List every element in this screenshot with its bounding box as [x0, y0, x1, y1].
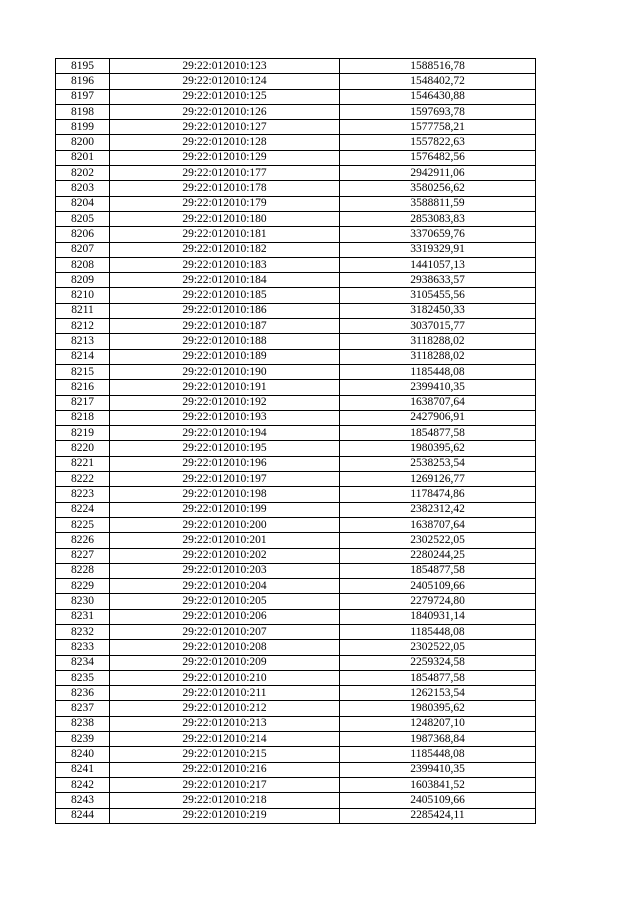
value-cell: 3580256,62 — [340, 181, 536, 196]
row-number-cell: 8231 — [56, 609, 110, 624]
value-cell: 1185448,08 — [340, 364, 536, 379]
value-cell: 1603841,52 — [340, 777, 536, 792]
cadastral-number-cell: 29:22:012010:181 — [110, 227, 340, 242]
table-row — [56, 747, 536, 762]
table-row — [56, 762, 536, 777]
value-cell: 1854877,58 — [340, 426, 536, 441]
value-cell: 3588811,59 — [340, 196, 536, 211]
row-number-cell: 8195 — [56, 59, 110, 74]
table-row — [56, 410, 536, 425]
table-row — [56, 257, 536, 272]
row-number-cell: 8213 — [56, 334, 110, 349]
value-cell: 2285424,11 — [340, 808, 536, 823]
value-cell: 1185448,08 — [340, 747, 536, 762]
row-number-cell: 8238 — [56, 716, 110, 731]
table-row — [56, 701, 536, 716]
cadastral-number-cell: 29:22:012010:203 — [110, 563, 340, 578]
cadastral-number-cell: 29:22:012010:205 — [110, 594, 340, 609]
row-number-cell: 8211 — [56, 303, 110, 318]
row-number-cell: 8201 — [56, 150, 110, 165]
value-cell: 2942911,06 — [340, 166, 536, 181]
table-row — [56, 441, 536, 456]
row-number-cell: 8219 — [56, 426, 110, 441]
value-cell: 3118288,02 — [340, 349, 536, 364]
cadastral-number-cell: 29:22:012010:213 — [110, 716, 340, 731]
row-number-cell: 8243 — [56, 793, 110, 808]
row-number-cell: 8200 — [56, 135, 110, 150]
value-cell: 1576482,56 — [340, 150, 536, 165]
row-number-cell: 8220 — [56, 441, 110, 456]
table-row — [56, 181, 536, 196]
cadastral-number-cell: 29:22:012010:189 — [110, 349, 340, 364]
cadastral-number-cell: 29:22:012010:185 — [110, 288, 340, 303]
table-row — [56, 319, 536, 334]
row-number-cell: 8224 — [56, 502, 110, 517]
value-cell: 2538253,54 — [340, 456, 536, 471]
table-row — [56, 196, 536, 211]
value-cell: 1248207,10 — [340, 716, 536, 731]
row-number-cell: 8229 — [56, 579, 110, 594]
table-row — [56, 732, 536, 747]
cadastral-number-cell: 29:22:012010:184 — [110, 273, 340, 288]
value-cell: 1980395,62 — [340, 701, 536, 716]
row-number-cell: 8216 — [56, 380, 110, 395]
table-row — [56, 793, 536, 808]
table-row — [56, 364, 536, 379]
value-cell: 1854877,58 — [340, 670, 536, 685]
value-cell: 1546430,88 — [340, 89, 536, 104]
value-cell: 1441057,13 — [340, 257, 536, 272]
cadastral-number-cell: 29:22:012010:219 — [110, 808, 340, 823]
value-cell: 2405109,66 — [340, 793, 536, 808]
row-number-cell: 8235 — [56, 670, 110, 685]
value-cell: 3037015,77 — [340, 319, 536, 334]
table-row — [56, 594, 536, 609]
cadastral-number-cell: 29:22:012010:125 — [110, 89, 340, 104]
value-cell: 3370659,76 — [340, 227, 536, 242]
row-number-cell: 8240 — [56, 747, 110, 762]
cadastral-number-cell: 29:22:012010:208 — [110, 640, 340, 655]
value-cell: 2302522,05 — [340, 533, 536, 548]
cadastral-number-cell: 29:22:012010:211 — [110, 686, 340, 701]
row-number-cell: 8239 — [56, 732, 110, 747]
value-cell: 1178474,86 — [340, 487, 536, 502]
row-number-cell: 8215 — [56, 364, 110, 379]
cadastral-number-cell: 29:22:012010:209 — [110, 655, 340, 670]
row-number-cell: 8204 — [56, 196, 110, 211]
table-row — [56, 579, 536, 594]
table-row — [56, 533, 536, 548]
cadastral-value-table — [55, 58, 536, 824]
value-cell: 1854877,58 — [340, 563, 536, 578]
cadastral-number-cell: 29:22:012010:191 — [110, 380, 340, 395]
row-number-cell: 8196 — [56, 74, 110, 89]
value-cell: 1548402,72 — [340, 74, 536, 89]
row-number-cell: 8217 — [56, 395, 110, 410]
table-row — [56, 426, 536, 441]
cadastral-number-cell: 29:22:012010:190 — [110, 364, 340, 379]
row-number-cell: 8221 — [56, 456, 110, 471]
table-row — [56, 89, 536, 104]
cadastral-number-cell: 29:22:012010:198 — [110, 487, 340, 502]
value-cell: 3105455,56 — [340, 288, 536, 303]
value-cell: 3182450,33 — [340, 303, 536, 318]
cadastral-number-cell: 29:22:012010:127 — [110, 120, 340, 135]
cadastral-number-cell: 29:22:012010:123 — [110, 59, 340, 74]
cadastral-number-cell: 29:22:012010:202 — [110, 548, 340, 563]
cadastral-number-cell: 29:22:012010:186 — [110, 303, 340, 318]
table-row — [56, 349, 536, 364]
value-cell: 1980395,62 — [340, 441, 536, 456]
value-cell: 2938633,57 — [340, 273, 536, 288]
row-number-cell: 8218 — [56, 410, 110, 425]
table-row — [56, 472, 536, 487]
row-number-cell: 8222 — [56, 472, 110, 487]
value-cell: 1840931,14 — [340, 609, 536, 624]
row-number-cell: 8237 — [56, 701, 110, 716]
table-row — [56, 640, 536, 655]
value-cell: 2427906,91 — [340, 410, 536, 425]
table-row — [56, 624, 536, 639]
cadastral-number-cell: 29:22:012010:201 — [110, 533, 340, 548]
table-row — [56, 502, 536, 517]
table-row — [56, 395, 536, 410]
value-cell: 1638707,64 — [340, 517, 536, 532]
table-row — [56, 686, 536, 701]
table-body — [56, 59, 536, 824]
value-cell: 2279724,80 — [340, 594, 536, 609]
cadastral-number-cell: 29:22:012010:180 — [110, 211, 340, 226]
table-row — [56, 135, 536, 150]
row-number-cell: 8232 — [56, 624, 110, 639]
table-row — [56, 380, 536, 395]
cadastral-number-cell: 29:22:012010:124 — [110, 74, 340, 89]
table-row — [56, 517, 536, 532]
row-number-cell: 8207 — [56, 242, 110, 257]
cadastral-number-cell: 29:22:012010:193 — [110, 410, 340, 425]
table-row — [56, 273, 536, 288]
row-number-cell: 8205 — [56, 211, 110, 226]
value-cell: 3319329,91 — [340, 242, 536, 257]
table-row — [56, 288, 536, 303]
row-number-cell: 8210 — [56, 288, 110, 303]
table-row — [56, 548, 536, 563]
cadastral-number-cell: 29:22:012010:128 — [110, 135, 340, 150]
value-cell: 2259324,58 — [340, 655, 536, 670]
table-row — [56, 777, 536, 792]
value-cell: 2382312,42 — [340, 502, 536, 517]
row-number-cell: 8228 — [56, 563, 110, 578]
value-cell: 1597693,78 — [340, 104, 536, 119]
row-number-cell: 8214 — [56, 349, 110, 364]
value-cell: 1588516,78 — [340, 59, 536, 74]
cadastral-number-cell: 29:22:012010:129 — [110, 150, 340, 165]
cadastral-number-cell: 29:22:012010:192 — [110, 395, 340, 410]
table-row — [56, 166, 536, 181]
cadastral-number-cell: 29:22:012010:178 — [110, 181, 340, 196]
row-number-cell: 8209 — [56, 273, 110, 288]
table-row — [56, 655, 536, 670]
row-number-cell: 8206 — [56, 227, 110, 242]
table-row — [56, 456, 536, 471]
row-number-cell: 8236 — [56, 686, 110, 701]
cadastral-number-cell: 29:22:012010:200 — [110, 517, 340, 532]
row-number-cell: 8226 — [56, 533, 110, 548]
table-row — [56, 563, 536, 578]
value-cell: 1557822,63 — [340, 135, 536, 150]
row-number-cell: 8202 — [56, 166, 110, 181]
row-number-cell: 8203 — [56, 181, 110, 196]
row-number-cell: 8198 — [56, 104, 110, 119]
row-number-cell: 8199 — [56, 120, 110, 135]
value-cell: 1185448,08 — [340, 624, 536, 639]
cadastral-number-cell: 29:22:012010:183 — [110, 257, 340, 272]
table-row — [56, 808, 536, 823]
cadastral-number-cell: 29:22:012010:196 — [110, 456, 340, 471]
value-cell: 2405109,66 — [340, 579, 536, 594]
table-row — [56, 716, 536, 731]
table-row — [56, 303, 536, 318]
value-cell: 1269126,77 — [340, 472, 536, 487]
table-row — [56, 609, 536, 624]
cadastral-number-cell: 29:22:012010:204 — [110, 579, 340, 594]
table-row — [56, 74, 536, 89]
table-row — [56, 487, 536, 502]
table-row — [56, 670, 536, 685]
row-number-cell: 8241 — [56, 762, 110, 777]
table-row — [56, 104, 536, 119]
cadastral-number-cell: 29:22:012010:218 — [110, 793, 340, 808]
cadastral-number-cell: 29:22:012010:194 — [110, 426, 340, 441]
table-row — [56, 59, 536, 74]
table-row — [56, 150, 536, 165]
row-number-cell: 8197 — [56, 89, 110, 104]
cadastral-number-cell: 29:22:012010:126 — [110, 104, 340, 119]
row-number-cell: 8227 — [56, 548, 110, 563]
cadastral-number-cell: 29:22:012010:182 — [110, 242, 340, 257]
value-cell: 1987368,84 — [340, 732, 536, 747]
value-cell: 2853083,83 — [340, 211, 536, 226]
row-number-cell: 8234 — [56, 655, 110, 670]
value-cell: 2302522,05 — [340, 640, 536, 655]
cadastral-number-cell: 29:22:012010:199 — [110, 502, 340, 517]
row-number-cell: 8242 — [56, 777, 110, 792]
cadastral-number-cell: 29:22:012010:195 — [110, 441, 340, 456]
row-number-cell: 8244 — [56, 808, 110, 823]
table-row — [56, 120, 536, 135]
row-number-cell: 8212 — [56, 319, 110, 334]
table-row — [56, 334, 536, 349]
cadastral-number-cell: 29:22:012010:210 — [110, 670, 340, 685]
value-cell: 1638707,64 — [340, 395, 536, 410]
table-row — [56, 211, 536, 226]
row-number-cell: 8233 — [56, 640, 110, 655]
cadastral-number-cell: 29:22:012010:187 — [110, 319, 340, 334]
value-cell: 2280244,25 — [340, 548, 536, 563]
cadastral-number-cell: 29:22:012010:206 — [110, 609, 340, 624]
cadastral-number-cell: 29:22:012010:215 — [110, 747, 340, 762]
cadastral-number-cell: 29:22:012010:179 — [110, 196, 340, 211]
cadastral-number-cell: 29:22:012010:216 — [110, 762, 340, 777]
cadastral-number-cell: 29:22:012010:207 — [110, 624, 340, 639]
cadastral-number-cell: 29:22:012010:214 — [110, 732, 340, 747]
row-number-cell: 8208 — [56, 257, 110, 272]
value-cell: 1262153,54 — [340, 686, 536, 701]
value-cell: 2399410,35 — [340, 380, 536, 395]
value-cell: 2399410,35 — [340, 762, 536, 777]
cadastral-number-cell: 29:22:012010:177 — [110, 166, 340, 181]
row-number-cell: 8230 — [56, 594, 110, 609]
table-row — [56, 242, 536, 257]
cadastral-number-cell: 29:22:012010:217 — [110, 777, 340, 792]
table-row — [56, 227, 536, 242]
row-number-cell: 8223 — [56, 487, 110, 502]
value-cell: 3118288,02 — [340, 334, 536, 349]
row-number-cell: 8225 — [56, 517, 110, 532]
cadastral-number-cell: 29:22:012010:212 — [110, 701, 340, 716]
value-cell: 1577758,21 — [340, 120, 536, 135]
cadastral-number-cell: 29:22:012010:188 — [110, 334, 340, 349]
cadastral-number-cell: 29:22:012010:197 — [110, 472, 340, 487]
